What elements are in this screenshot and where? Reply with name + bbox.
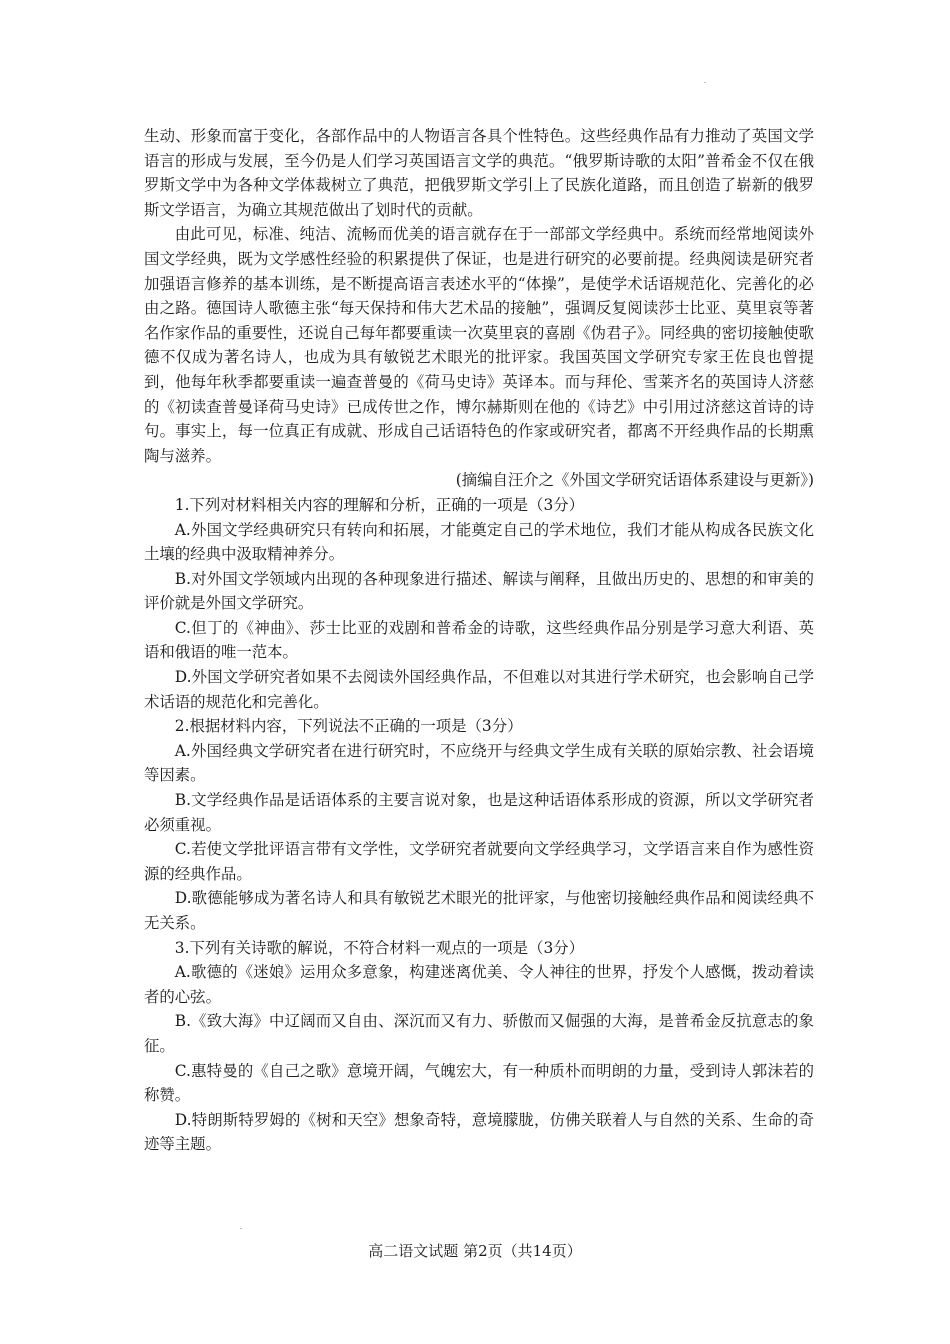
article-source: (摘编自汪介之《外国文学研究话语体系建设与更新》)	[455, 471, 814, 490]
article-paragraph-2: 由此可见，标准、纯洁、流畅而优美的语言就存在于一部部文学经典中。系统而经常地阅读外国文学经典，既为文学感性经验的积累提供了保证，也是进行研究的必要前提。经典阅读是研究者加强语言修养的基本训练，是不断提高语言表述水平的“体操”，是使学术话语规范化、完善化的必由之路。德国诗人歌德主张“每天保持和伟大艺术品的接触”，强调反复阅读莎士比亚、莫里哀等著名作家作品的重要性，还说自己每年都要重读一次莫里哀的喜剧《伪君子》。同经典的密切接触使歌德不仅成为著名诗人，也成为具有敏锐艺术眼光的批评家。我国英国文学研究专家王佐良也曾提到，他每年秋季都要重读一遍查普曼的《荷马史诗》英译本。而与拜伦、雪莱齐名的英国诗人济慈的《初读查普曼译荷马史诗》已成传世之作，博尔赫斯则在他的《诗艺》中引用过济慈这首诗的诗句。事实上，每一位真正有成就、形成自己话语特色的作家或研究者，都离不开经典作品的长期熏陶与滋养。	[144, 225, 814, 465]
question-3-option-a: A.歌德的《迷娘》运用众多意象，构建迷离优美、令人神往的世界，抒发个人感慨，拨动着读者的心弦。	[144, 963, 814, 1006]
scan-speck	[704, 82, 706, 83]
question-3-option-c: C.惠特曼的《自己之歌》意境开阔，气魄宏大，有一种质朴而明朗的力量，受到诗人郭沫若的称赞。	[144, 1061, 814, 1105]
question-2-option-b: B.文学经典作品是话语体系的主要言说对象，也是这种话语体系形成的资源，所以文学研究者必须重视。	[144, 791, 814, 834]
question-2-stem: 2.根据材料内容，下列说法不正确的一项是（3分）	[174, 717, 523, 736]
question-1-stem: 1.下列对材料相关内容的理解和分析，正确的一项是（3分）	[174, 495, 585, 514]
question-3-stem: 3.下列有关诗歌的解说，不符合材料一观点的一项是（3分）	[174, 938, 585, 957]
question-3-option-d: D.特朗斯特罗姆的《树和天空》想象奇特，意境朦胧，仿佛关联着人与自然的关系、生命的奇迹等主题。	[144, 1110, 814, 1154]
question-2-option-c: C.若使文学批评语言带有文学性，文学研究者就要向文学经典学习，文学语言来自作为感性资源的经典作品。	[144, 840, 814, 883]
question-2-option-a: A.外国经典文学研究者在进行研究时，不应绕开与经典文学生成有关联的原始宗教、社会语境等因素。	[144, 741, 814, 785]
page-content	[144, 124, 814, 1157]
question-2-option-d: D.歌德能够成为著名诗人和具有敏锐艺术眼光的批评家，与他密切接触经典作品和阅读经典不无关系。	[144, 889, 814, 932]
page-footer: 高二语文试题 第2页（共14页）	[368, 1242, 582, 1260]
question-3-option-b: B.《致大海》中辽阔而又自由、深沉而又有力、骄傲而又倔强的大海，是普希金反抗意志的象征。	[144, 1012, 814, 1055]
question-1-option-d: D.外国文学研究者如果不去阅读外国经典作品，不但难以对其进行学术研究，也会影响自己学术话语的规范化和完善化。	[144, 668, 814, 711]
question-1-option-a: A.外国文学经典研究只有转向和拓展，才能奠定自己的学术地位，我们才能从构成各民族文化土壤的经典中汲取精神养分。	[144, 520, 814, 564]
question-1-option-c: C.但丁的《神曲》、莎士比亚的戏剧和普希金的诗歌，这些经典作品分别是学习意大利语、英语和俄语的唯一范本。	[144, 618, 814, 662]
scan-speck	[240, 1228, 242, 1229]
article-paragraph-1: 生动、形象而富于变化，各部作品中的人物语言各具个性特色。这些经典作品有力推动了英国文学语言的形成与发展，至今仍是人们学习英国语言文学的典范。“俄罗斯诗歌的太阳”普希金不仅在俄罗斯文学中为各种文学体裁树立了典范，把俄罗斯文学引上了民族化道路，而且创造了崭新的俄罗斯文学语言，为确立其规范做出了划时代的贡献。	[144, 127, 814, 219]
question-1-option-b: B.对外国文学领域内出现的各种现象进行描述、解读与阐释，且做出历史的、思想的和审美的评价就是外国文学研究。	[144, 569, 814, 613]
